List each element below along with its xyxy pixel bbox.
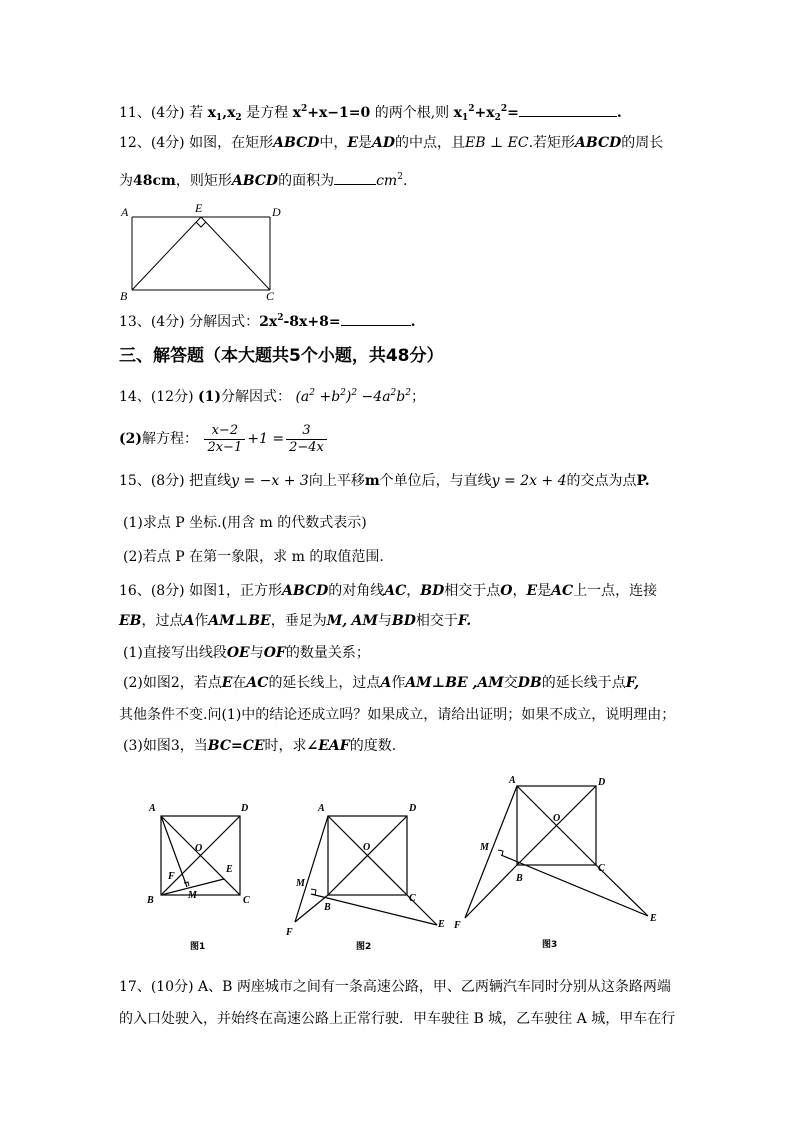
section-3-heading: 三、解答题（本大题共5个小题，共48分）	[119, 346, 444, 366]
question-12-line2: 为48cm，则矩形ABCD的面积为 $cm^2$.	[119, 172, 408, 189]
question-15-part1: (1)求点 P 坐标.(用含 m 的代数式表示)	[123, 515, 367, 531]
fig1-label-c: C	[243, 895, 250, 906]
q11-answer-blank	[519, 102, 617, 117]
fig3-label-d: D	[598, 777, 606, 788]
figure-3	[450, 770, 665, 955]
question-11: 11、(4分) 若 $x_1,x_2$ 是方程 $x^2+x-1=0$ 的两个根,则 $x_1^2+x_2^2=$ .	[119, 104, 622, 123]
fig3-label-a: A	[509, 775, 516, 786]
question-16-part1: (1)直接写出线段OE与OF的数量关系；	[123, 645, 370, 661]
figure-2	[280, 795, 455, 955]
fig2-label-f: F	[286, 927, 293, 938]
fig12-label-b: B	[120, 289, 128, 303]
question-14-part2: (2)解方程： $\frac{x-2}{2x-1}$ +1 = $\frac{3}{2-4x}$	[119, 420, 329, 458]
fig3-label-o: O	[553, 813, 561, 824]
fig1-caption: 图1	[190, 942, 206, 952]
fig2-label-d: D	[409, 803, 417, 814]
question-17-line2: 的入口处驶入，并始终在高速公路上正常行驶．甲车驶往 B 城，乙车驶往 A 城，甲车在行	[119, 1011, 676, 1027]
fig2-caption: 图2	[356, 942, 372, 952]
fig3-label-b: B	[516, 873, 523, 884]
fig3-label-f: F	[454, 920, 461, 931]
fig2-label-b: B	[324, 902, 331, 913]
fig3-caption: 图3	[542, 940, 558, 950]
fig12-label-a: A	[121, 205, 129, 219]
fig3-label-e: E	[650, 913, 657, 924]
figure-1	[140, 795, 260, 955]
fig12-label-d: D	[272, 205, 281, 219]
question-16-part2-line1: (2)如图2，若点E在AC的延长线上，过点A作AM⊥BE ,AM交DB的延长线于点F,	[123, 675, 640, 691]
fig2-label-o: O	[363, 842, 371, 853]
q11-number: 11、(4分)	[119, 105, 185, 121]
q14-fraction-right: $\frac{3}{2-4x}$	[286, 423, 327, 456]
question-17-line1: 17、(10分) A、B 两座城市之间有一条高速公路，甲、乙两辆汽车同时分别从这条路两端	[119, 979, 671, 995]
question-15: 15、(8分) 把直线y = −x + 3向上平移m个单位后，与直线y = 2x + 4的交点为点P.	[119, 473, 650, 489]
fig12-label-e: E	[195, 201, 203, 215]
fig1-label-f: F	[168, 871, 175, 882]
fig1-label-o: O	[195, 843, 203, 854]
fig3-label-c: C	[598, 863, 605, 874]
q13-answer-blank	[341, 311, 411, 326]
fig1-label-a: A	[149, 803, 156, 814]
fig2-label-c: C	[409, 893, 416, 904]
fig1-label-b: B	[147, 895, 154, 906]
fig2-label-e: E	[438, 919, 445, 930]
fig2-label-a: A	[318, 803, 325, 814]
fig2-label-m: M	[296, 878, 305, 889]
fig12-label-c: C	[266, 289, 275, 303]
question-16-line2: EB，过点A作AM⊥BE，垂足为M, AM与BD相交于F.	[119, 613, 472, 629]
question-14-part1: 14、(12分) (1)分解因式： $(a^2 +b^2)^2 -4a^2b^2$；	[119, 388, 425, 405]
fig3-label-m: M	[480, 842, 489, 853]
question-15-part2: (2)若点 P 在第一象限，求 m 的取值范围.	[123, 549, 384, 565]
q12-answer-blank	[334, 170, 376, 185]
fig1-label-m: M	[188, 890, 197, 901]
fig1-label-d: D	[241, 803, 249, 814]
question-12-line1: 12、(4分) 如图，在矩形ABCD中，E是AD的中点，且EB ⊥ EC.若矩形ABCD的周长	[119, 135, 664, 151]
question-13: 13、(4分) 分解因式：$2x^2-8x+8=$ .	[119, 313, 416, 330]
figure-q12-rectangle	[115, 200, 290, 305]
question-16-part3: (3)如图3，当BC=CE时，求∠EAF的度数.	[123, 738, 397, 754]
fig1-label-e: E	[226, 864, 233, 875]
q14-fraction-left: $\frac{x-2}{2x-1}$	[204, 423, 245, 456]
question-16-line1: 16、(8分) 如图1，正方形ABCD的对角线AC，BD相交于点O，E是AC上一点，连接	[119, 583, 658, 599]
question-16-part2-line2: 其他条件不变.问(1)中的结论还成立吗？如果成立，请给出证明；如果不成立，说明理由；	[119, 707, 676, 723]
